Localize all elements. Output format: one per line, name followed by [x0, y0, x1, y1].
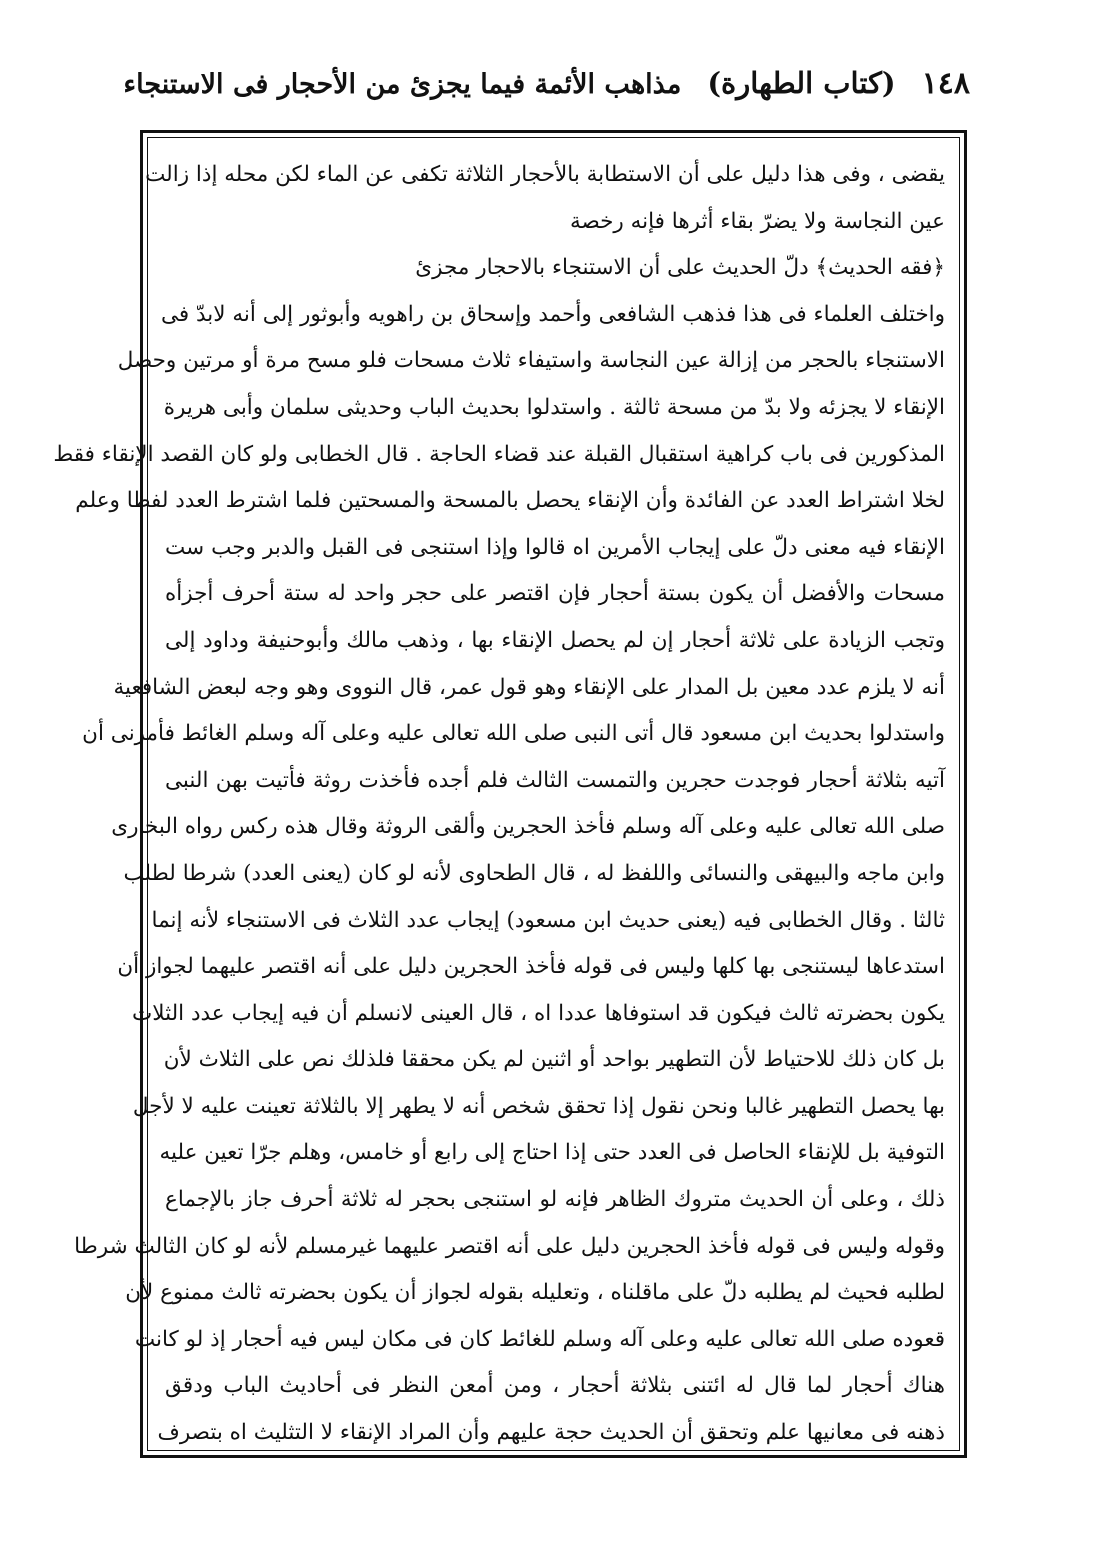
- text-line: ثالثا . وقال الخطابى فيه (يعنى حديث ابن مسعود) إيجاب عدد الثلاث فى الاستنجاء لأنه إنما: [151, 907, 945, 933]
- running-header: [123, 66, 970, 118]
- text-line: آتيه بثلاثة أحجار فوجدت حجرين والتمست الثالث فلم أجده فأخذت روثة فأتيت بهن النبى: [165, 767, 945, 793]
- text-line: بل كان ذلك للاحتياط لأن التطهير بواحد أو اثنين لم يكن محققا فلذلك نص على الثلاث لأن: [163, 1047, 945, 1073]
- header-subject: مذاهب الأئمة فيما يجزئ من الأحجار فى الاستنجاء: [123, 69, 682, 100]
- text-line: وابن ماجه والبيهقى والنسائى واللفظ له ، قال الطحاوى لأنه لو كان (يعنى العدد) شرطا لطلب: [123, 860, 945, 886]
- text-line: الاستنجاء بالحجر من إزالة عين النجاسة واستيفاء ثلاث مسحات فلو مسح مرة أو مرتين وحصل: [117, 348, 945, 374]
- text-line: بها يحصل التطهير غالبا ونحن نقول إذا تحقق شخص أنه لا يطهر إلا بالثلاثة تعينت عليه لا لأجل: [132, 1093, 945, 1119]
- text-line: ﴿فقه الحديث﴾ دلّ الحديث على أن الاستنجاء بالاحجار مجزئ: [415, 255, 945, 281]
- text-line: استدعاها ليستنجى بها كلها وليس فى قوله فأخذ الحجرين دليل على أنه اقتصر عليهما لجواز أن: [117, 954, 945, 980]
- page-number: ١٤٨: [921, 66, 970, 101]
- text-line: يقضى ، وفى هذا دليل على أن الاستطابة بالأحجار الثلاثة تكفى عن الماء لكن محله إذا زالت: [145, 162, 945, 187]
- body-text: [53, 152, 945, 1457]
- text-line: الإنقاء فيه معنى دلّ على إيجاب الأمرين اه قالوا وإذا استنجى فى القبل والدبر وجب ست: [165, 534, 945, 560]
- text-line: لطلبه فحيث لم يطلبه دلّ على ماقلناه ، وتعليله بقوله لجواز أن يكون بحضرته ثالث ممنوع لأن: [125, 1280, 945, 1306]
- book-title: (كتاب الطهارة): [707, 66, 896, 100]
- text-line: لخلا اشتراط العدد عن الفائدة وأن الإنقاء يحصل بالمسحة والمسحتين فلما اشترط العدد لفظا وعلم: [75, 488, 945, 514]
- text-line: الإنقاء لا يجزئه ولا بدّ من مسحة ثالثة . واستدلوا بحديث الباب وحديثى سلمان وأبى هريرة: [163, 394, 945, 420]
- text-line: صلى الله تعالى عليه وعلى آله وسلم فأخذ الحجرين وألقى الروثة وقال هذه ركس رواه البخارى: [111, 814, 945, 840]
- text-line: وتجب الزيادة على ثلاثة أحجار إن لم يحصل الإنقاء بها ، وذهب مالك وأبوحنيفة وداود إلى: [165, 627, 945, 653]
- text-line: التوفية بل للإنقاء الحاصل فى العدد حتى إذا احتاج إلى رابع أو خامس، وهلم جرّا تعين عليه: [159, 1140, 945, 1166]
- text-line: يكون بحضرته ثالث فيكون قد استوفاها عددا اه ، قال العينى لانسلم أن فيه إيجاب عدد الثلاث: [132, 1000, 945, 1026]
- text-line: هناك أحجار لما قال له ائتنى بثلاثة أحجار ، ومن أمعن النظر فى أحاديث الباب ودقق: [165, 1373, 945, 1399]
- text-line: مسحات والأفضل أن يكون بستة أحجار فإن اقتصر على حجر واحد له ستة أحرف أجزأه: [165, 581, 945, 607]
- text-line: ذلك ، وعلى أن الحديث متروك الظاهر فإنه لو استنجى بحجر له ثلاثة أحرف جاز بالإجماع: [165, 1187, 945, 1213]
- text-line: عين النجاسة ولا يضرّ بقاء أثرها فإنه رخصة: [569, 208, 945, 234]
- text-line: المذكورين فى باب كراهية استقبال القبلة عند قضاء الحاجة . قال الخطابى ولو كان القصد الإنقاء فقط: [53, 441, 945, 467]
- text-line: واختلف العلماء فى هذا فذهب الشافعى وأحمد وإسحاق بن راهويه وأبوثور إلى أنه لابدّ فى: [160, 301, 945, 327]
- text-line: ذهنه فى معانيها علم وتحقق أن الحديث حجة عليهم وأن المراد الإنقاء لا التثليث اه بتصرف: [157, 1420, 945, 1446]
- text-line: قعوده صلى الله تعالى عليه وعلى آله وسلم للغائط كان فى مكان ليس فيه أحجار إذ لو كانت: [134, 1326, 945, 1352]
- text-line: واستدلوا بحديث ابن مسعود قال أتى النبى صلى الله تعالى عليه وعلى آله وسلم الغائط فأمرنى أن: [82, 721, 945, 747]
- text-line: وقوله وليس فى قوله فأخذ الحجرين دليل على أنه اقتصر عليهما غيرمسلم لأنه لو كان الثالث شرطا: [74, 1233, 945, 1259]
- text-line: أنه لا يلزم عدد معين بل المدار على الإنقاء وهو قول عمر، قال النووى وهو وجه لبعض الشافعية: [113, 674, 945, 700]
